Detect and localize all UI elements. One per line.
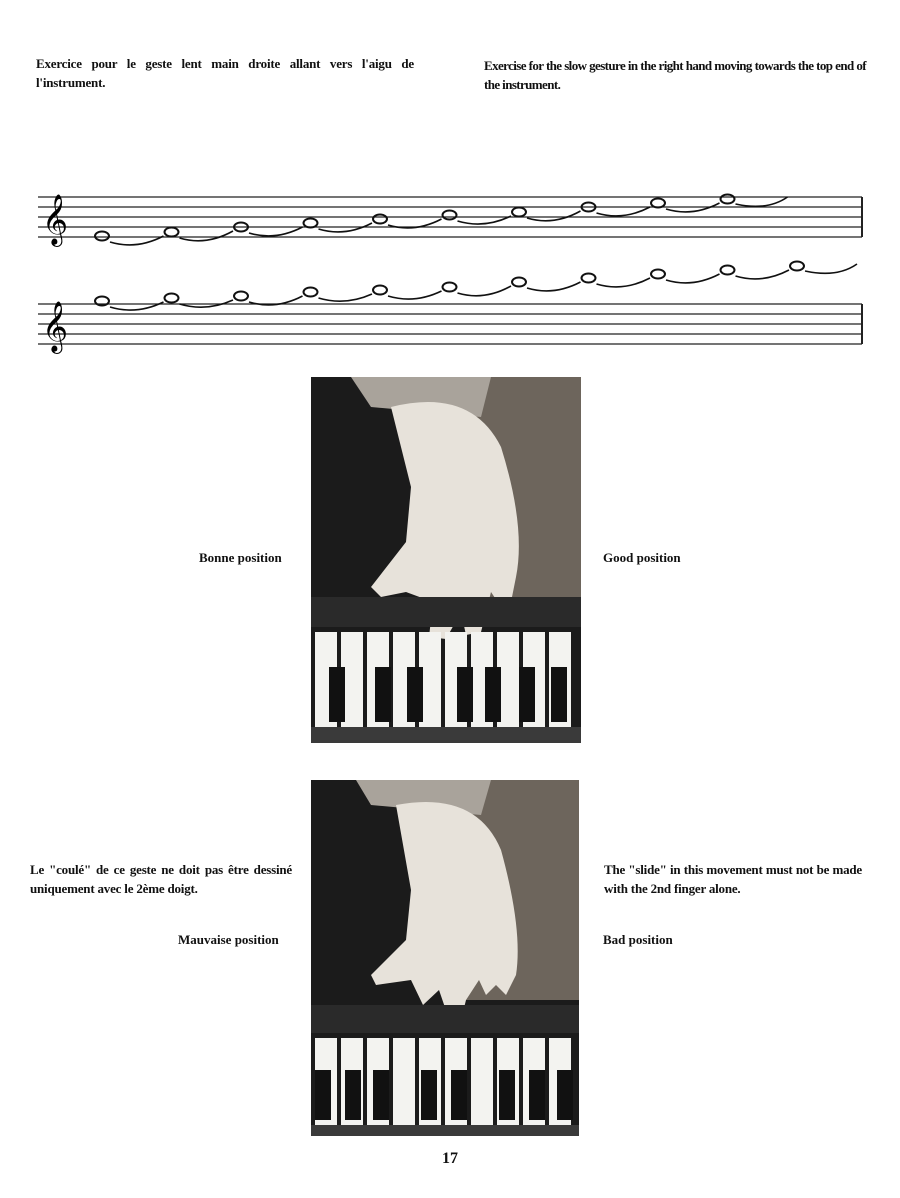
whole-note bbox=[443, 211, 457, 220]
treble-clef-icon: 𝄞 bbox=[42, 194, 69, 245]
label-bad-position-fr: Mauvaise position bbox=[178, 932, 279, 947]
intro-english: Exercise for the slow gesture in the right hand moving towards the top end of the instrument. bbox=[484, 58, 866, 92]
slur bbox=[666, 274, 720, 283]
slur bbox=[597, 278, 651, 287]
page-number: 17 bbox=[442, 1150, 458, 1167]
whole-note bbox=[95, 232, 109, 241]
whole-note bbox=[721, 266, 735, 275]
whole-note bbox=[582, 274, 596, 283]
intro-french: Exercice pour le geste lent main droite allant vers l'aigu de l'instrument. bbox=[36, 56, 414, 90]
whole-note bbox=[304, 288, 318, 297]
slur bbox=[319, 294, 373, 301]
whole-note bbox=[234, 292, 248, 301]
whole-note bbox=[443, 283, 457, 292]
slur bbox=[527, 282, 581, 291]
staff-2 bbox=[38, 304, 862, 344]
whole-note bbox=[651, 199, 665, 208]
note-french: Le "coulé" de ce geste ne doit pas être dessiné uniquement avec le 2ème doigt. bbox=[30, 862, 292, 896]
slur bbox=[527, 211, 581, 221]
treble-clef-icon: 𝄞 bbox=[42, 301, 69, 352]
whole-note bbox=[790, 262, 804, 271]
photo-good-position bbox=[311, 377, 581, 743]
slur bbox=[249, 227, 303, 236]
music-notation bbox=[0, 0, 900, 360]
whole-note bbox=[304, 219, 318, 228]
staff-1 bbox=[38, 197, 862, 237]
whole-note bbox=[373, 215, 387, 224]
slur bbox=[388, 291, 442, 299]
slur bbox=[736, 197, 788, 206]
slur bbox=[180, 231, 234, 241]
slur bbox=[458, 286, 512, 296]
slur bbox=[597, 207, 651, 216]
notes-2 bbox=[95, 262, 857, 311]
whole-note bbox=[512, 208, 526, 217]
whole-note bbox=[721, 195, 735, 204]
whole-note bbox=[651, 270, 665, 279]
label-good-position-fr: Bonne position bbox=[199, 550, 282, 565]
slur bbox=[805, 264, 857, 273]
label-bad-position-en: Bad position bbox=[603, 932, 673, 947]
whole-note bbox=[165, 294, 179, 303]
label-good-position-en: Good position bbox=[603, 550, 681, 565]
slur bbox=[736, 270, 790, 279]
slur bbox=[110, 302, 164, 310]
note-english: The "slide" in this movement must not be made with the 2nd finger alone. bbox=[604, 862, 862, 896]
whole-note bbox=[512, 278, 526, 287]
whole-note bbox=[165, 228, 179, 237]
photo-bad-position bbox=[311, 780, 579, 1136]
whole-note bbox=[373, 286, 387, 295]
